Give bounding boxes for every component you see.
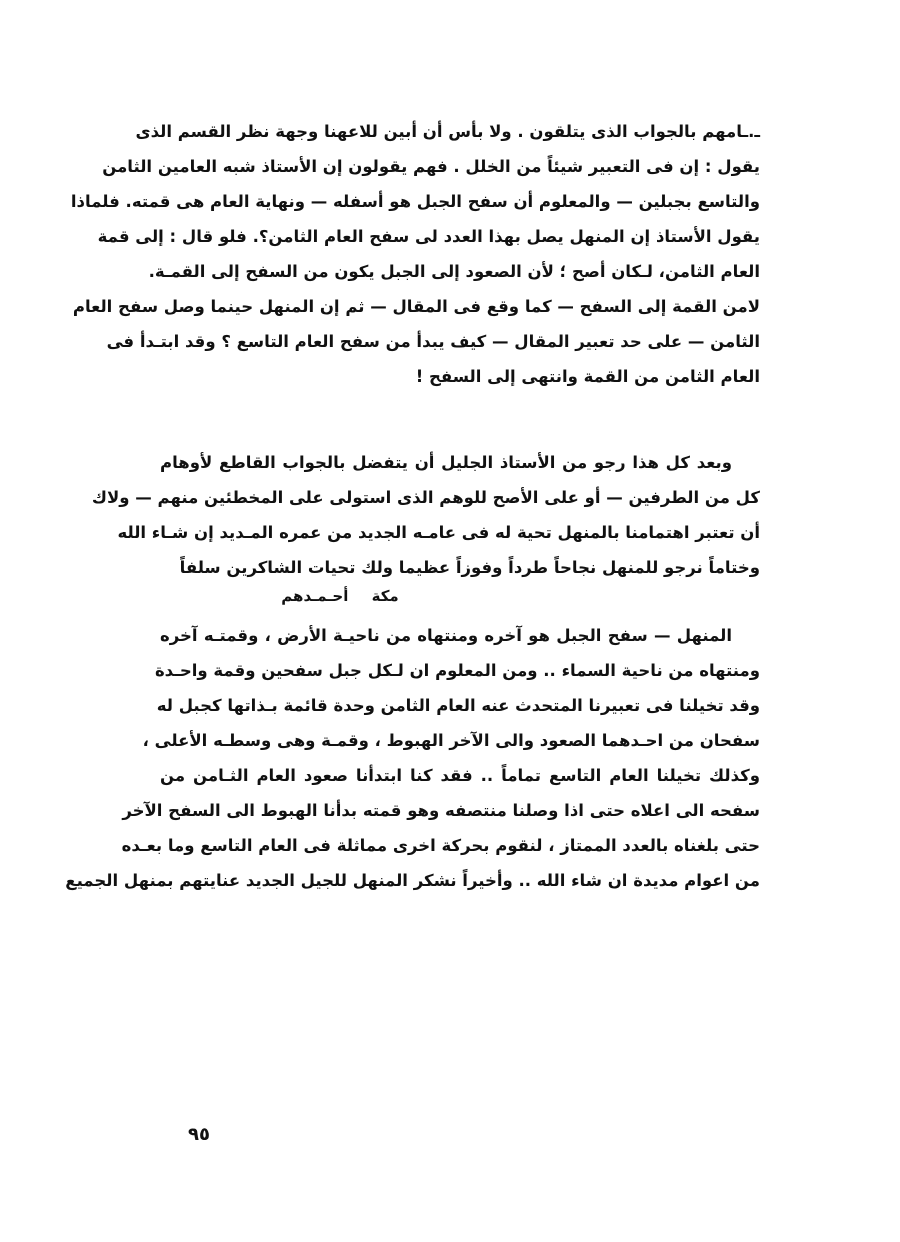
text-line: سفحه الى اعلاه حتى اذا وصلنا منتصفه وهو قمته بدأنا الهبوط الى السفح الآخر	[122, 801, 760, 820]
letter-signature: مكة أحـمـدهم	[281, 587, 399, 605]
text-line: العام الثامن من القمة وانتهى إلى السفح !	[415, 367, 760, 386]
text-line: حتى بلغناه بالعدد الممتاز ، لنقوم بحركة اخرى مماثلة فى العام التاسع وما بعـده	[121, 836, 760, 855]
text-line: لامن القمة إلى السفح — كما وقع فى المقال — ثم إن المنهل حينما وصل سفح العام	[72, 297, 760, 316]
text-line: والتاسع بجبلين — والمعلوم أن سفح الجبل هو أسفله — ونهاية العام هى قمته. فلماذا	[70, 192, 760, 211]
text-line: العام الثامن، لـكان أصح ؛ لأن الصعود إلى الجبل يكون من السفح إلى القمـة.	[148, 262, 760, 281]
text-line: وبعد كل هذا رجو من الأستاذ الجليل أن يتفضل بالجواب القاطع لأوهام	[160, 453, 732, 472]
text-line: الثامن — على حد تعبير المقال — كيف يبدأ من سفح العام التاسع ؟ وقد ابتـدأ فى	[106, 332, 760, 351]
paragraph-closing-request	[91, 445, 760, 585]
text-line: من اعوام مديدة ان شاء الله .. وأخيراً نشكر المنهل للجيل الجديد عنايتهم بمنهل الجميع	[65, 871, 760, 890]
paragraph-question-explanation	[70, 114, 760, 394]
paragraph-editor-reply	[65, 618, 760, 898]
page-number: ٩٥	[188, 1124, 210, 1145]
text-line: سفحان من احـدهما الصعود والى الآخر الهبوط ، وقمـة وهى وسطـه الأعلى ،	[142, 731, 760, 750]
text-line: وختاماً نرجو للمنهل نجاحاً طرداً وفوزاً عظيما ولك تحيات الشاكرين سلفاً	[179, 558, 760, 577]
text-line: وكذلك تخيلنا العام التاسع تماماً .. فقد كنا ابتدأنا صعود العام الثـامن من	[160, 766, 760, 785]
text-line: ومنتهاه من ناحية السماء .. ومن المعلوم ان لـكل جبل سفحين وقمة واحـدة	[154, 661, 760, 680]
text-line: وقد تخيلنا فى تعبيرنا المتحدث عنه العام الثامن وحدة قائمة بـذاتها كجبل له	[156, 696, 760, 715]
text-line: كل من الطرفين — أو على الأصح للوهم الذى استولى على المخطئين منهم — ولاك	[91, 488, 760, 507]
text-line: أن تعتبر اهتمامنا بالمنهل تحية له فى عامـه الجديد من عمره المـديد إن شـاء الله	[117, 523, 760, 542]
text-line: ـ.ـامهم بالجواب الذى يتلقون . ولا بأس أن أبين للاعهنا وجهة نظر القسم الذى	[135, 122, 760, 141]
text-line: المنهل — سفح الجبل هو آخره ومنتهاه من ناحيـة الأرض ، وقمتـه آخره	[160, 626, 732, 645]
text-line: يقول الأستاذ إن المنهل يصل بهذا العدد لى سفح العام الثامن؟. فلو قال : إلى قمة	[97, 227, 760, 246]
text-line: يقول : إن فى التعبير شيئاً من الخلل . فهم يقولون إن الأستاذ شبه العامين الثامن	[102, 157, 760, 176]
